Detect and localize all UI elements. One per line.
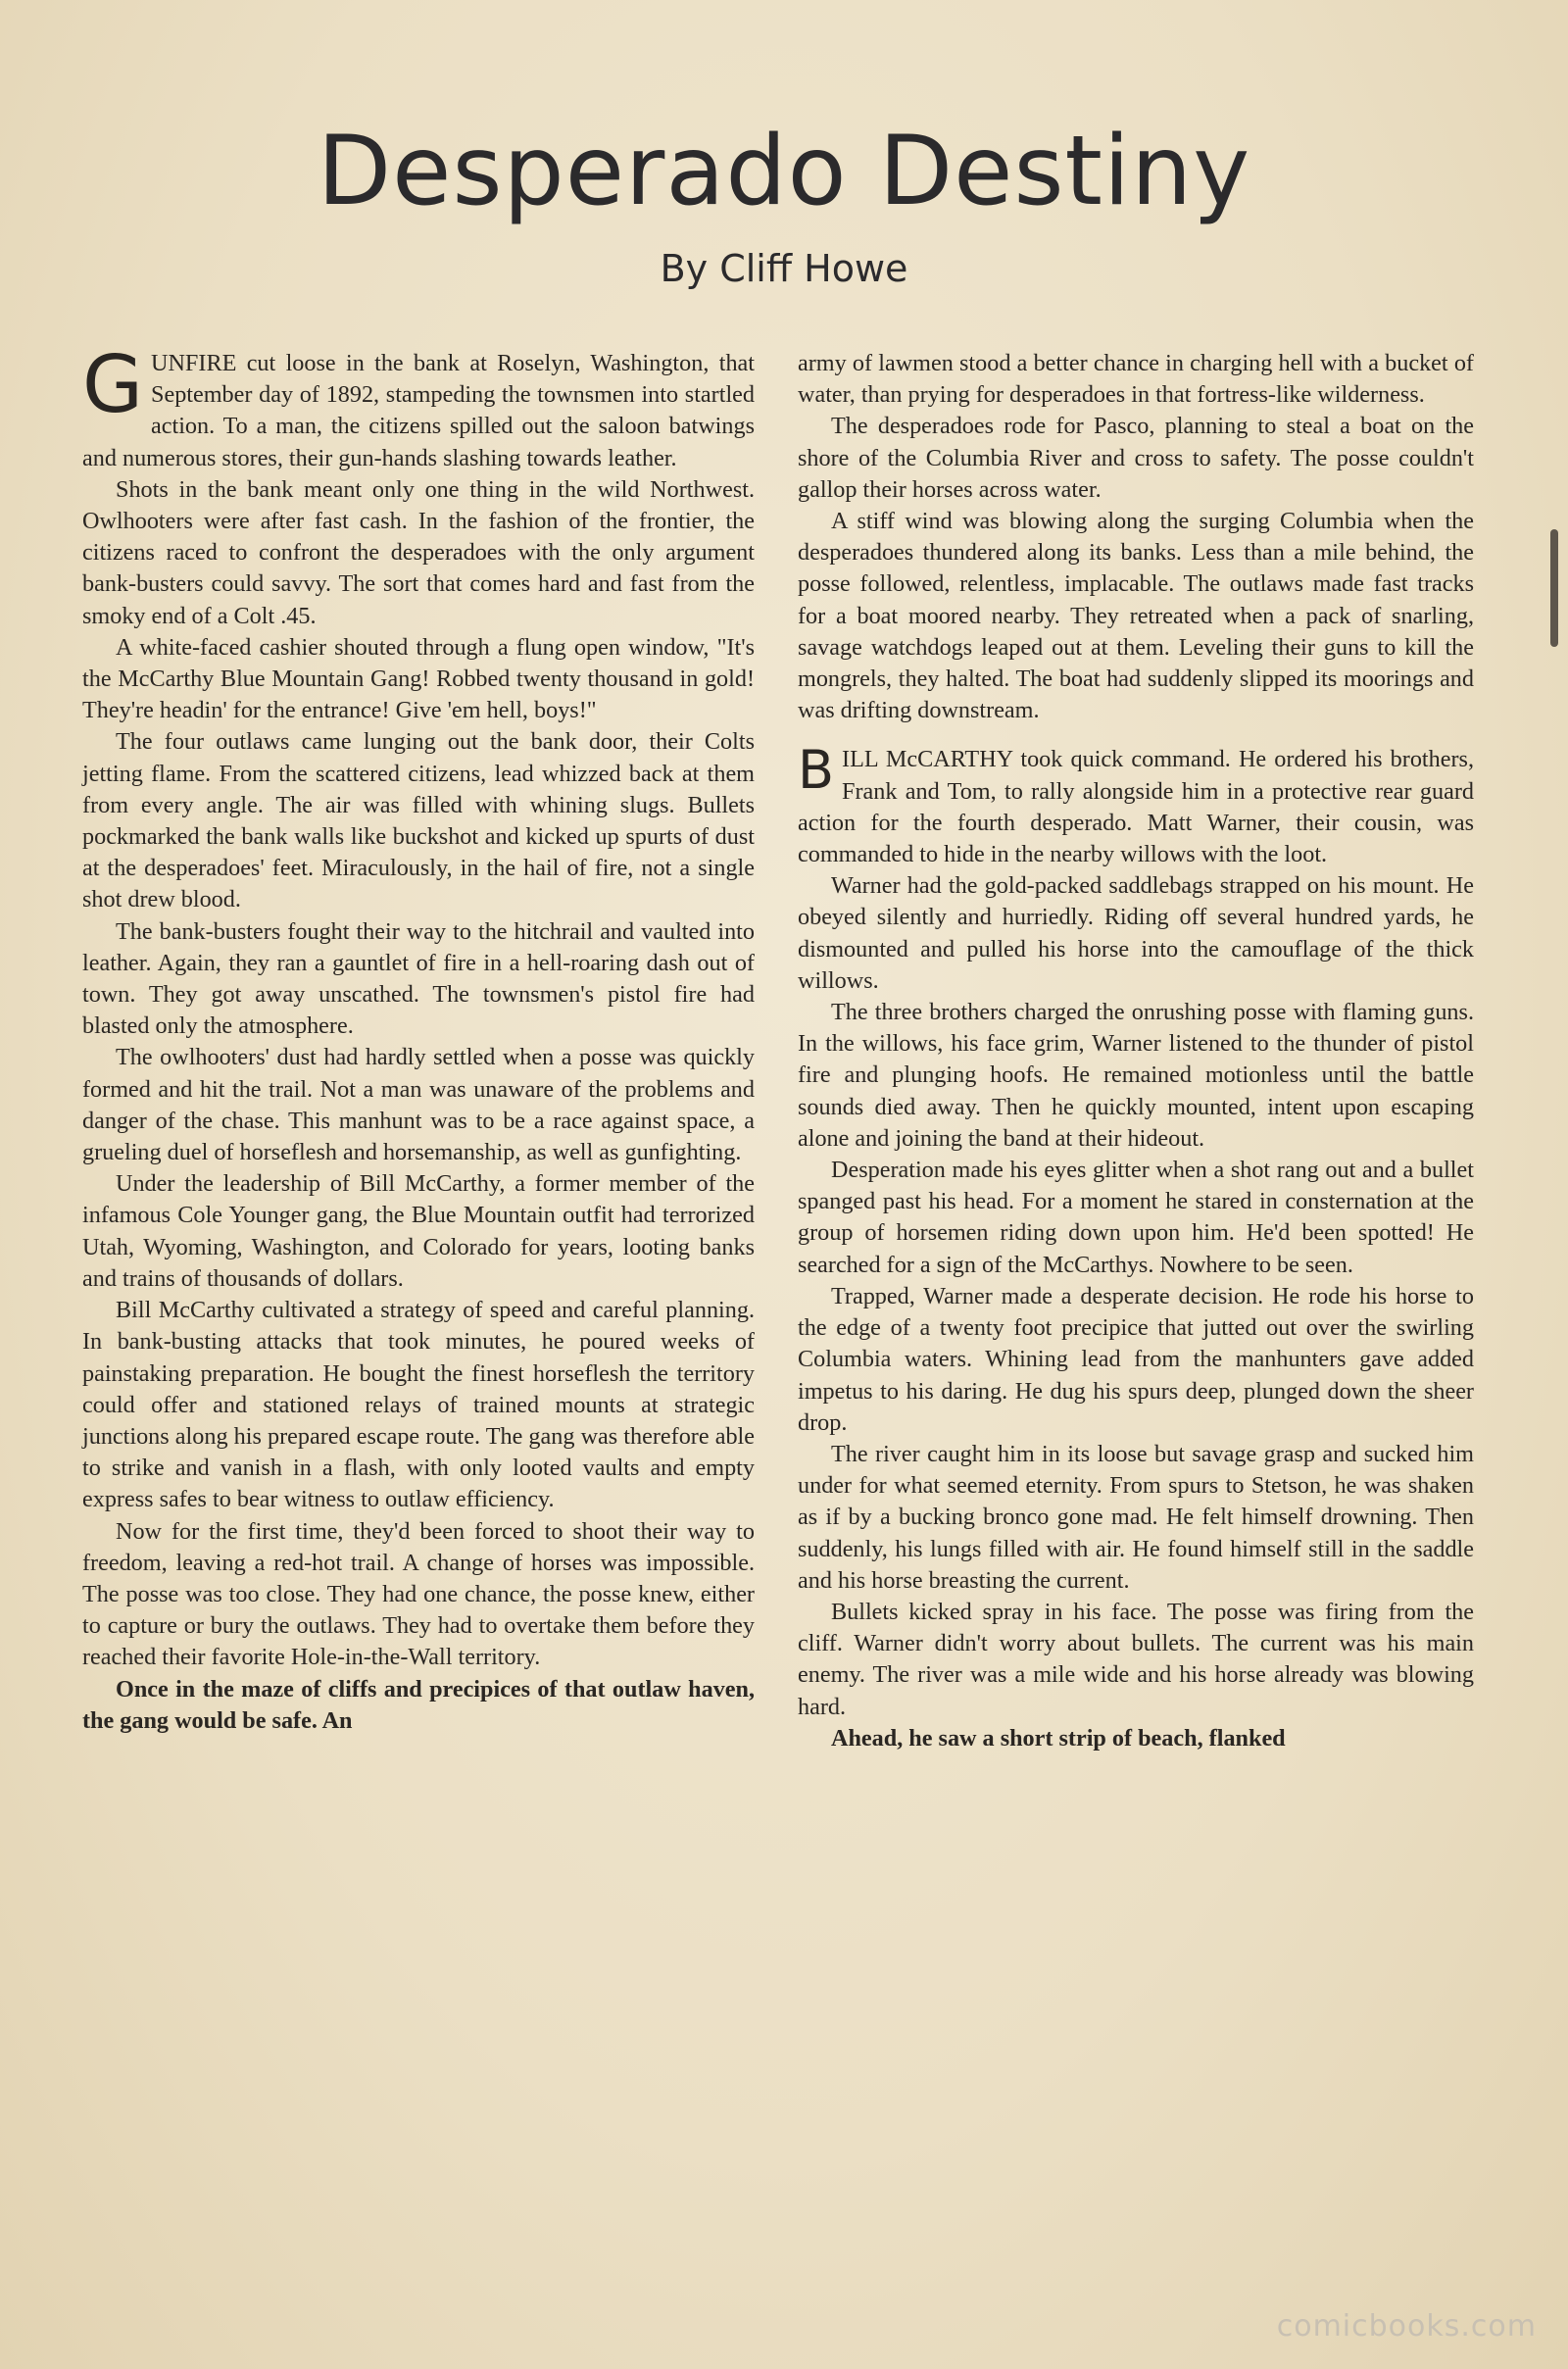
paragraph: The river caught him in its loose but savage grasp and sucked him under for what seemed eternity. From spurs to Stetson, he was shaken as if by a bucking bronco gone mad. He felt himself drowning. Then suddenly, his lungs filled with air. He found himself still in the saddle and his horse breasting the current. [798,1440,1474,1594]
paragraph: The three brothers charged the onrushing posse with flaming guns. In the willows, his face grim, Warner listened to the thunder of pistol fire and plunging hoofs. He remained motionless until the battle sounds died away. Then he quickly mounted, intent upon escaping alone and joining the band at their hideout. [798,999,1474,1152]
paragraph: The four outlaws came lunging out the bank door, their Colts jetting flame. From the scattered citizens, lead whizzed back at them from every angle. The air was filled with whining slugs. Bullets pockmarked the bank walls like buckshot and kicked up spurts of dust at the desperadoes' feet. Miraculously, in the hail of fire, not a single shot drew blood. [82,728,755,913]
paragraph: Bill McCarthy cultivated a strategy of speed and careful planning. In bank-busting attacks that took minutes, he poured weeks of painstaking preparation. He bought the finest horseflesh the territory could offer and stationed relays of trained mounts at strategic junctions along his prepared escape route. The gang was therefore able to strike and vanish in a flash, with only looted vaults and empty express safes to bear witness to outlaw efficiency. [82,1297,755,1513]
paragraph: Bullets kicked spray in his face. The posse was firing from the cliff. Warner didn't worry about bullets. The current was his main enemy. The river was a mile wide and his horse already was blowing hard. [798,1598,1474,1720]
section-opening-paragraph [798,739,1474,870]
paragraph: Under the leadership of Bill McCarthy, a former member of the infamous Cole Younger gang, the Blue Mountain outfit had terrorized Utah, Wyoming, Washington, and Colorado for years, looting banks and trains of thousands of dollars. [82,1170,755,1292]
right-column [798,348,1474,1754]
section-opening-text: ILL McCARTHY took quick command. He ordered his brothers, Frank and Tom, to rally alongside him in a protective rear guard action for the fourth desperado. Matt Warner, their cousin, was commanded to hide in the nearby willows with the loot. [798,746,1474,868]
paragraph: A white-faced cashier shouted through a flung open window, "It's the McCarthy Blue Mountain Gang! Robbed twenty thousand in gold! They're headin' for the entrance! Give 'em hell, boys!" [82,633,755,724]
bold-paragraph: Once in the maze of cliffs and precipices of that outlaw haven, the gang would be safe. An [82,1675,755,1734]
paragraph: Now for the first time, they'd been forced to shoot their way to freedom, leaving a red-hot trail. A change of horses was impossible. The posse was too close. They had one chance, the posse knew, either to capture or bury the outlaws. They had to overtake them before they reached their favorite Hole-in-the-Wall territory. [82,1517,755,1671]
paragraph: Shots in the bank meant only one thing in the wild Northwest. Owlhooters were after fast cash. In the fashion of the frontier, the citizens raced to confront the desperadoes with the only argument bank-busters could savvy. The sort that comes hard and fast from the smoky end of a Colt .45. [82,475,755,629]
left-column [82,339,755,1737]
paragraph: The owlhooters' dust had hardly settled when a posse was quickly formed and hit the trail. Not a man was unaware of the problems and danger of the chase. This manhunt was to be a race against space, a grueling duel of horseflesh and horsemanship, as well as gunfighting. [82,1044,755,1166]
paragraph: The bank-busters fought their way to the hitchrail and vaulted into leather. Again, they ran a gauntlet of fire in a hell-roaring dash out of town. They got away unscathed. The townsmen's pistol fire had blasted only the atmosphere. [82,917,755,1040]
story-title: Desperado Destiny [317,116,1251,227]
opening-paragraph [82,339,755,474]
site-watermark: comicbooks.com [1276,2309,1537,2344]
opening-paragraph-text: UNFIRE cut loose in the bank at Roselyn, Washington, that September day of 1892, stampeding the townsmen into startled action. To a man, the citizens spilled out the saloon batwings and numerous stores, their gun-hands slashing towards leather. [82,350,755,471]
paragraph: A stiff wind was blowing along the surging Columbia when the desperadoes thundered along its banks. Less than a mile behind, the posse followed, relentless, implacable. The outlaws made fast tracks for a boat moored nearby. They retreated when a pack of snarling, savage watchdogs leaped out at them. Leveling their guns to kill the mongrels, they halted. The boat had suddenly slipped its moorings and was drifting downstream. [798,508,1474,724]
paragraph: The desperadoes rode for Pasco, planning to steal a boat on the shore of the Columbia River and cross to safety. The posse couldn't gallop their horses across water. [798,413,1474,503]
paragraph: Warner had the gold-packed saddlebags strapped on his mount. He obeyed silently and hurriedly. Riding off several hundred yards, he dismounted and pulled his horse into the camouflage of the thick willows. [798,872,1474,994]
bold-paragraph: Ahead, he saw a short strip of beach, flanked [831,1724,1286,1752]
drop-cap-letter: G [82,339,143,430]
edge-ink-mark [1550,529,1558,647]
drop-cap-letter: B [798,739,835,802]
paragraph: Trapped, Warner made a desperate decision. He rode his horse to the edge of a twenty foot precipice that jutted out over the swirling Columbia waters. Whining lead from the manhunters gave added impetus to his daring. He dug his spurs deep, plunged down the sheer drop. [798,1282,1474,1436]
paragraph: Desperation made his eyes glitter when a shot rang out and a bullet spanged past his head. For a moment he stared in consternation at the group of horsemen riding down upon him. He'd been spotted! He searched for a sign of the McCarthys. Nowhere to be seen. [798,1157,1474,1278]
continued-paragraph: army of lawmen stood a better chance in charging hell with a bucket of water, than prying for desperadoes in that fortress-like wilderness. [798,350,1474,409]
story-byline: By Cliff Howe [660,247,908,290]
